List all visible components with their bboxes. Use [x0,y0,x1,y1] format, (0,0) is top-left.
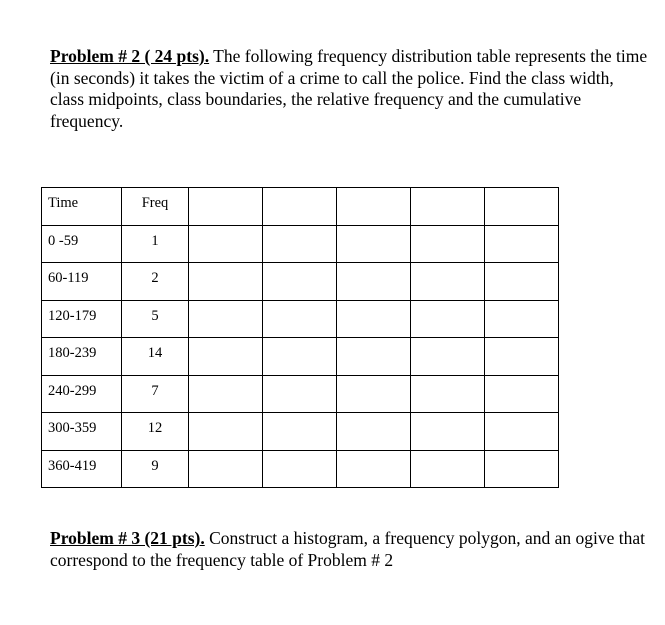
blank-cell [189,375,263,413]
table-row [42,375,559,413]
table-header-row [42,188,559,226]
blank-cell [263,263,337,301]
freq-cell: 14 [122,338,189,376]
blank-cell [411,188,485,226]
blank-cell [337,225,411,263]
time-cell: 360-419 [42,450,122,488]
blank-cell [337,413,411,451]
blank-cell [263,413,337,451]
blank-cell [337,338,411,376]
header-time: Time [42,188,122,226]
freq-cell: 12 [122,413,189,451]
time-cell: 0 -59 [42,225,122,263]
blank-cell [263,375,337,413]
blank-cell [263,188,337,226]
freq-cell: 7 [122,375,189,413]
blank-cell [485,338,559,376]
blank-cell [189,338,263,376]
blank-cell [485,300,559,338]
problem-2-heading: Problem # 2 ( 24 pts). [50,46,210,66]
table-row [42,413,559,451]
blank-cell [485,225,559,263]
blank-cell [337,263,411,301]
blank-cell [189,413,263,451]
blank-cell [411,263,485,301]
blank-cell [485,263,559,301]
table-row [42,225,559,263]
time-cell: 180-239 [42,338,122,376]
blank-cell [485,413,559,451]
table-row [42,300,559,338]
blank-cell [337,450,411,488]
blank-cell [337,188,411,226]
problem-3-heading: Problem # 3 (21 pts). [50,528,205,548]
blank-cell [189,263,263,301]
blank-cell [189,188,263,226]
time-cell: 240-299 [42,375,122,413]
table-row [42,338,559,376]
blank-cell [485,375,559,413]
blank-cell [263,225,337,263]
table-row [42,263,559,301]
frequency-table [41,187,559,488]
problem-3-paragraph [50,528,650,571]
blank-cell [411,375,485,413]
time-cell: 300-359 [42,413,122,451]
blank-cell [189,450,263,488]
blank-cell [337,300,411,338]
table-row [42,450,559,488]
time-cell: 60-119 [42,263,122,301]
blank-cell [411,225,485,263]
blank-cell [411,413,485,451]
header-freq: Freq [122,188,189,226]
blank-cell [189,225,263,263]
freq-cell: 5 [122,300,189,338]
blank-cell [263,450,337,488]
blank-cell [411,338,485,376]
freq-cell: 1 [122,225,189,263]
blank-cell [411,300,485,338]
blank-cell [411,450,485,488]
blank-cell [263,300,337,338]
freq-cell: 2 [122,263,189,301]
problem-2-paragraph [50,46,650,132]
problem-2-text: The following frequency distribution table represents the time (in seconds) it takes the victim of a crime to call the police. Find the class width, class midpoints, class boundaries, the relative frequency and the cumulative frequency. [50,46,648,131]
blank-cell [189,300,263,338]
freq-cell: 9 [122,450,189,488]
blank-cell [337,375,411,413]
blank-cell [263,338,337,376]
problem-3-text: Construct a histogram, a frequency polygon, and an ogive that correspond to the frequency table of Problem # 2 [50,528,646,570]
time-cell: 120-179 [42,300,122,338]
blank-cell [485,188,559,226]
blank-cell [485,450,559,488]
